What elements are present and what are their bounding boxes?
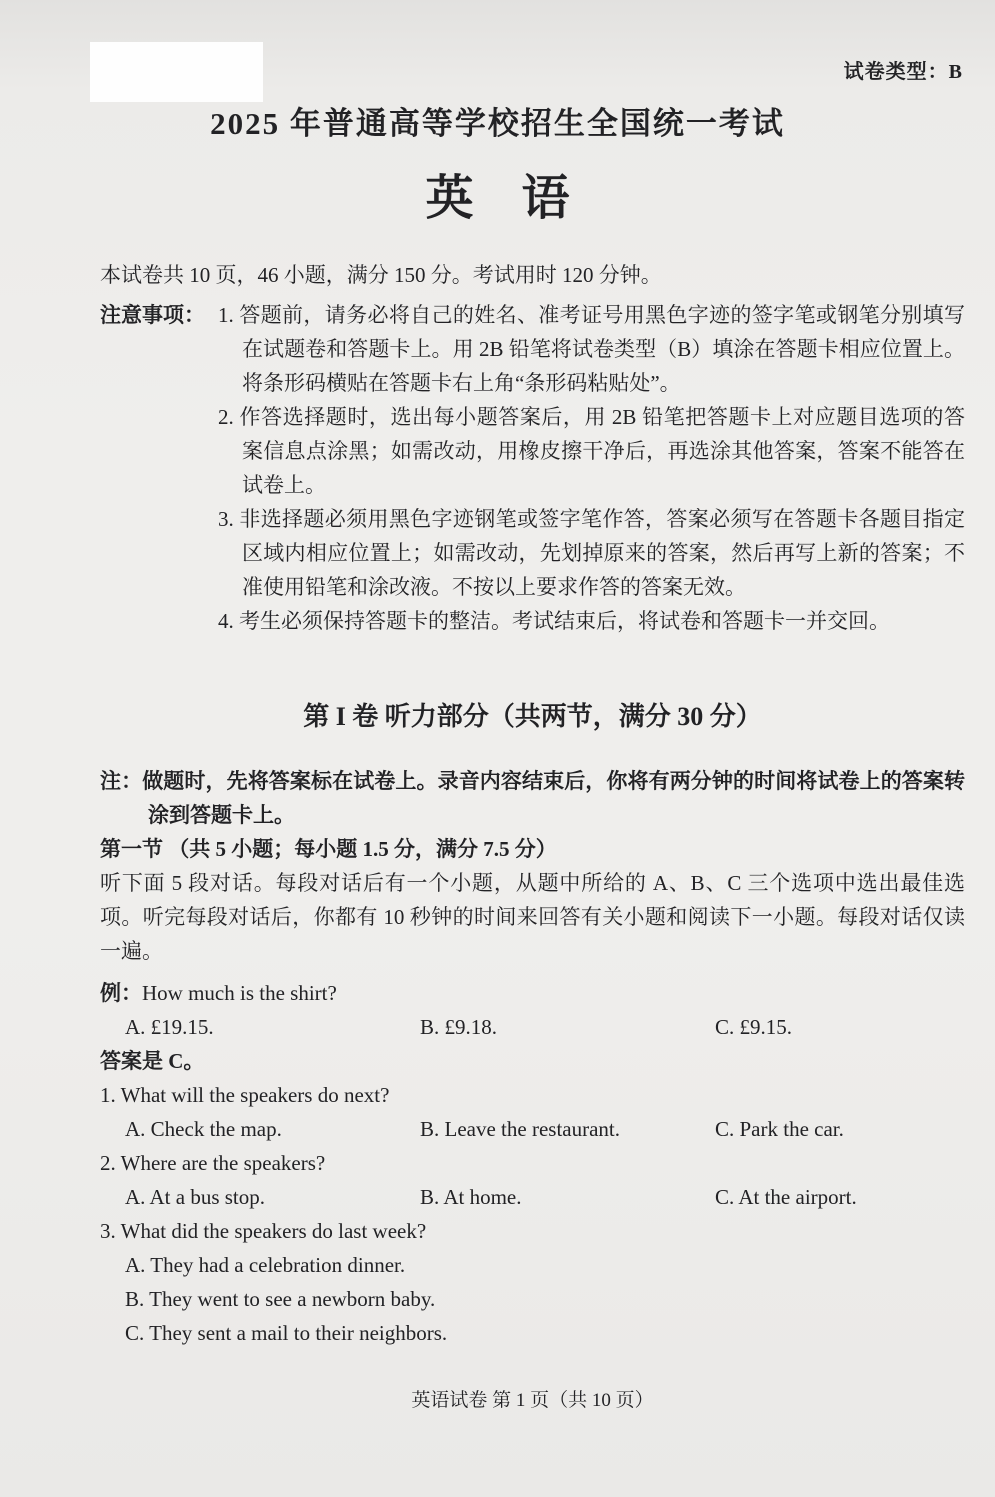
example-answer: 答案是 C。 <box>100 1049 205 1073</box>
question-1-option-c: C. Park the car. <box>715 1117 844 1141</box>
question-1-option-b: B. Leave the restaurant. <box>420 1117 620 1141</box>
example-label: 例： <box>100 981 142 1005</box>
question-2-text: 2. Where are the speakers? <box>100 1151 326 1175</box>
notice-item-4: 4. 考生必须保持答题卡的整洁。考试结束后，将试卷和答题卡一并交回。 <box>218 609 890 633</box>
redaction-box <box>90 42 263 102</box>
question-2-option-b: B. At home. <box>420 1185 522 1209</box>
question-3-text: 3. What did the speakers do last week? <box>100 1219 427 1243</box>
part1-heading: 第一节 （共 5 小题；每小题 1.5 分，满分 7.5 分） <box>100 837 557 861</box>
question-2-option-c: C. At the airport. <box>715 1185 857 1209</box>
notice-item-2: 2. 作答选择题时，选出每小题答案后，用 2B 铅笔把答题卡上对应题目选项的答案信息点涂黑；如需改动，用橡皮擦干净后，再选涂其他答案，答案不能答在试卷上。 <box>218 405 965 497</box>
page-footer: 英语试卷 第 1 页（共 10 页） <box>411 1390 654 1411</box>
listening-note-label: 注： <box>100 769 143 793</box>
notices-section <box>100 298 965 638</box>
example-option-a: A. £19.15. <box>125 1015 214 1039</box>
example-option-c: C. £9.15. <box>715 1015 793 1039</box>
subject-title: 英 语 <box>425 172 570 225</box>
question-3-option-b: B. They went to see a newborn baby. <box>125 1287 436 1311</box>
paper-summary: 本试卷共 10 页，46 小题，满分 150 分。考试用时 120 分钟。 <box>100 263 662 287</box>
listening-note <box>100 764 965 832</box>
paper-type-label: 试卷类型：B <box>843 61 963 83</box>
listening-note-text: 做题时，先将答案标在试卷上。录音内容结束后，你将有两分钟的时间将试卷上的答案转涂到答题卡上。 <box>142 769 965 827</box>
notice-item-3: 3. 非选择题必须用黑色字迹钢笔或签字笔作答，答案必须写在答题卡各题目指定区域内相应位置上；如需改动，先划掉原来的答案，然后再写上新的答案；不准使用铅笔和涂改液。不按以上要求作答的答案无效。 <box>218 507 965 599</box>
exam-title: 2025 年普通高等学校招生全国统一考试 <box>210 106 785 141</box>
notices-label: 注意事项： <box>100 303 205 327</box>
notice-item-1: 1. 答题前，请务必将自己的姓名、准考证号用黑色字迹的签字笔或钢笔分别填写在试题卷和答题卡上。用 2B 铅笔将试卷类型（B）填涂在答题卡相应位置上。将条形码横贴在答题卡右上角“条形码粘贴处”。 <box>218 303 965 395</box>
example-question <box>100 976 965 1010</box>
question-1-options-row <box>125 1112 965 1146</box>
question-1-option-a: A. Check the map. <box>125 1117 282 1141</box>
question-3-option-a: A. They had a celebration dinner. <box>125 1253 406 1277</box>
question-2-option-a: A. At a bus stop. <box>125 1185 266 1209</box>
example-options-row <box>125 1010 965 1044</box>
question-3-options-list <box>125 1248 965 1350</box>
example-question-text: How much is the shirt? <box>142 981 337 1005</box>
question-3-option-c: C. They sent a mail to their neighbors. <box>125 1321 448 1345</box>
question-2-options-row <box>125 1180 965 1214</box>
listening-section-heading: 第 I 卷 听力部分（共两节，满分 30 分） <box>303 702 762 731</box>
part1-instructions: 听下面 5 段对话。每段对话后有一个小题，从题中所给的 A、B、C 三个选项中选出最佳选项。听完每段对话后，你都有 10 秒钟的时间来回答有关小题和阅读下一小题。每段对话仅读一遍。 <box>100 871 965 963</box>
question-1-text: 1. What will the speakers do next? <box>100 1083 390 1107</box>
page-body <box>100 258 965 1350</box>
example-option-b: B. £9.18. <box>420 1015 498 1039</box>
